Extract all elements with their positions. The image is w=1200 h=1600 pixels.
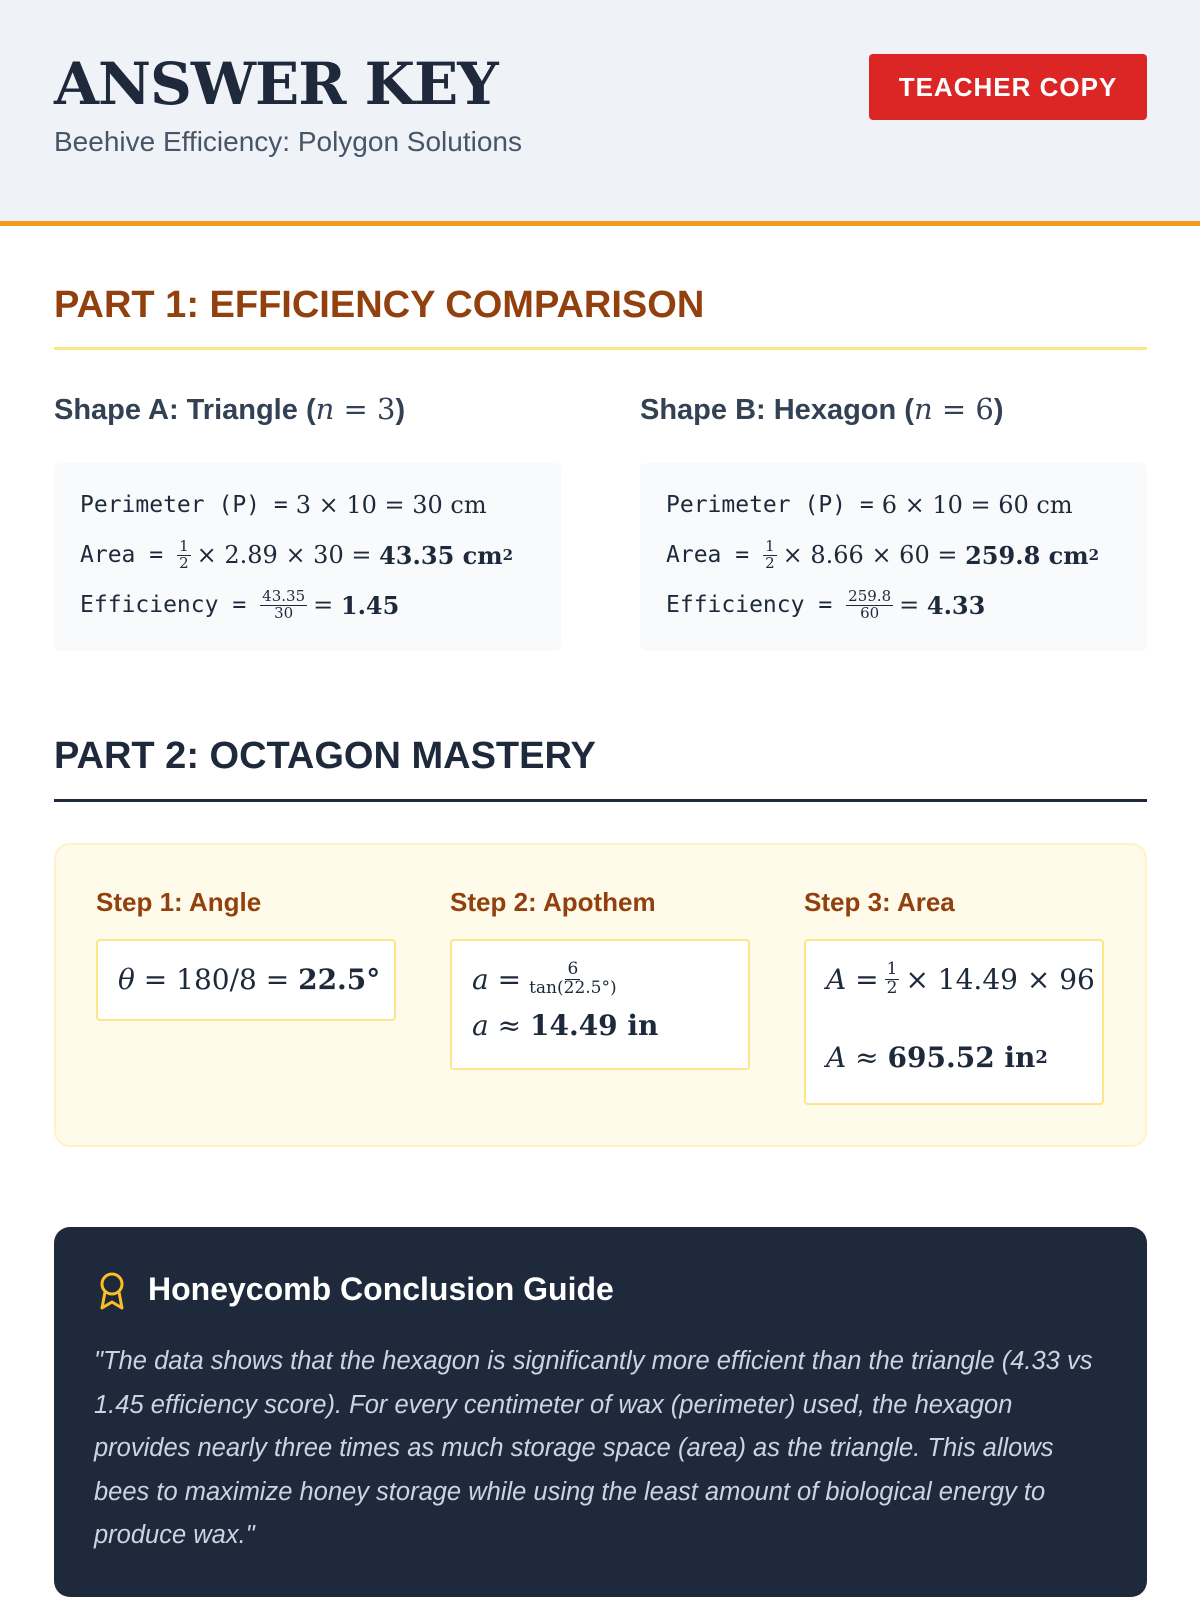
shape-a-efficiency-fraction: $\frac{43.35}{30}$ [262, 586, 306, 622]
part2-heading: PART 2: OCTAGON MASTERY [54, 735, 596, 777]
part2-divider [54, 799, 1147, 802]
step3-result-exp: 2 [1035, 1047, 1048, 1068]
step3-result: 695.52 in [887, 1041, 1036, 1074]
shape-b-area-exp: 2 [1088, 546, 1100, 564]
shape-a-efficiency-label: Efficiency = [80, 592, 247, 618]
step1-expr: = 180/8 = [143, 963, 290, 996]
shape-b-perimeter-label: Perimeter (P) = [666, 492, 874, 518]
step3-half-fraction: $\frac{1}{2}$ [886, 959, 898, 998]
shape-b-half-fraction: $\frac{1}{2}$ [765, 536, 775, 572]
step2-apothem-fraction: $\frac{6}{\tan(22.5^\circ)}$ [529, 959, 617, 998]
step3-expr: × 14.49 × 96 [905, 962, 1095, 996]
octagon-steps-panel [54, 843, 1147, 1147]
shape-a-efficiency-result: 1.45 [340, 590, 400, 620]
shape-a-half-fraction: $\frac{1}{2}$ [179, 536, 189, 572]
shape-a-title: Shape A: Triangle (n = 3) [54, 392, 406, 426]
page-subtitle: Beehive Efficiency: Polygon Solutions [54, 126, 522, 157]
step1-result: 22.5° [298, 963, 381, 996]
shape-a-area-expr: × 2.89 × 30 = [196, 541, 372, 569]
shape-a-perimeter-expr: 3 × 10 = 30 cm [295, 491, 487, 519]
step2-result: 14.49 in [529, 1009, 659, 1042]
step1-box [96, 939, 396, 1021]
shape-b-title: Shape B: Hexagon (n = 6) [640, 392, 1004, 426]
page-header [0, 0, 1200, 226]
shape-b-area-expr: × 8.66 × 60 = [782, 541, 958, 569]
step2-var-2: a [472, 1009, 489, 1042]
shape-a-area-result: 43.35 cm [379, 540, 503, 570]
shape-a-n-value: 3 [377, 392, 396, 426]
step2-approx: ≈ [497, 1009, 522, 1042]
part1-divider [54, 347, 1147, 350]
shape-b-n-value: 6 [975, 392, 994, 426]
part1-heading: PART 1: EFFICIENCY COMPARISON [54, 284, 705, 326]
shape-a-title-text: Shape A: Triangle [54, 394, 298, 426]
step3-var: A [826, 962, 847, 996]
shape-b-area-label: Area = [666, 542, 750, 568]
shape-b-efficiency-fraction: $\frac{259.8}{60}$ [848, 586, 892, 622]
page-title: ANSWER KEY [54, 50, 498, 118]
shape-a-efficiency-line: Efficiency = $\frac{43.35}{30}$ = 1.45 [80, 586, 400, 622]
step1-var: θ [118, 963, 135, 996]
step3-var-2: A [826, 1041, 847, 1074]
conclusion-title: Honeycomb Conclusion Guide [148, 1271, 614, 1307]
step2-var: a [472, 962, 489, 996]
step3-approx: ≈ [855, 1041, 879, 1074]
shape-b-perimeter-expr: 6 × 10 = 60 cm [881, 491, 1073, 519]
step3-box [804, 939, 1104, 1105]
shape-b-efficiency-result: 4.33 [926, 590, 986, 620]
shape-b-area-result: 259.8 cm [965, 540, 1089, 570]
step2-equals: = [497, 962, 522, 996]
award-ribbon-icon [98, 1271, 126, 1311]
shape-b-efficiency-label: Efficiency = [666, 592, 833, 618]
shape-a-perimeter-line [80, 485, 487, 525]
step1-title: Step 1: Angle [96, 887, 262, 917]
shape-a-area-line [80, 535, 513, 575]
shape-a-n-var: n [315, 392, 335, 426]
step3-equals: = [855, 962, 879, 996]
shape-a-area-label: Area = [80, 542, 164, 568]
conclusion-guide-card [54, 1227, 1147, 1597]
shape-b-perimeter-line [666, 485, 1073, 525]
teacher-copy-badge: TEACHER COPY [869, 54, 1147, 120]
shape-b-calc-box [640, 463, 1147, 651]
shape-b-area-line [666, 535, 1099, 575]
shape-a-perimeter-label: Perimeter (P) = [80, 492, 288, 518]
conclusion-text: "The data shows that the hexagon is significantly more efficient than the triangle (4.33 vs 1.45 efficiency score). For every centimeter of wax (perimeter) used, the hexagon provides nearly three times as much storage space (area) as the triangle. This allows bees to maximize honey storage while using the least amount of biological energy to produce wax." [94, 1347, 1093, 1549]
shape-a-area-exp: 2 [502, 546, 514, 564]
shape-b-title-text: Shape B: Hexagon [640, 394, 897, 426]
step2-title: Step 2: Apothem [450, 887, 656, 917]
step2-box [450, 939, 750, 1070]
step3-title: Step 3: Area [804, 887, 955, 917]
shape-a-calc-box [54, 463, 561, 651]
shape-b-efficiency-line: Efficiency = $\frac{259.8}{60}$ = 4.33 [666, 586, 986, 622]
shape-b-n-var: n [913, 392, 933, 426]
